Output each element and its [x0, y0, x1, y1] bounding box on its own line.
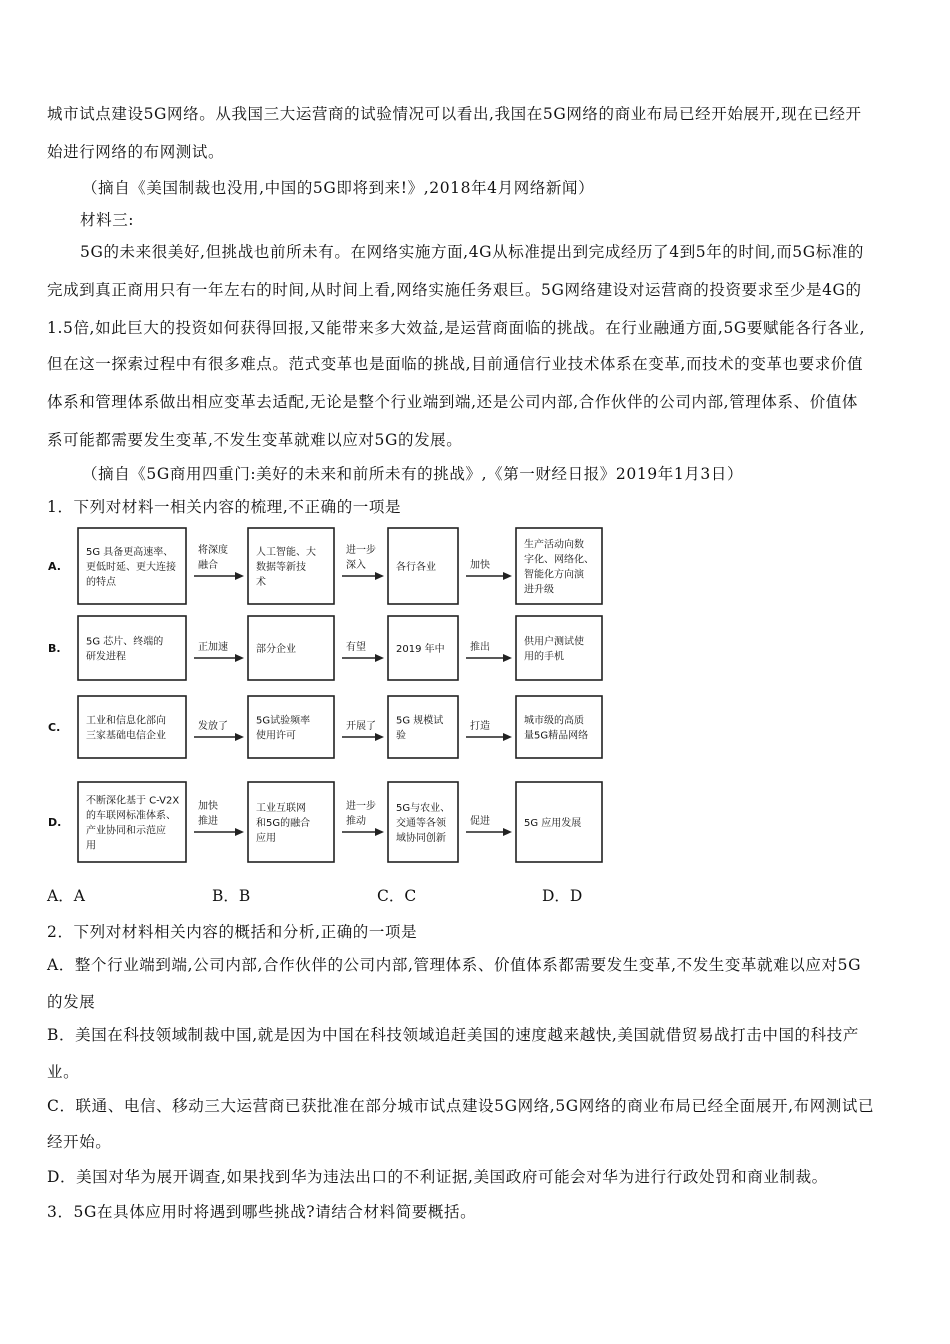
flow-arrow-label: 进一步	[346, 545, 376, 556]
flow-arrow-label: 加快	[198, 801, 218, 812]
flow-box	[78, 616, 186, 680]
material-three-heading: 材料三:	[80, 211, 135, 229]
question-2-option-line: D．美国对华为展开调查,如果找到华为违法出口的不利证据,美国政府可能会对华为进行行政处罚和商业制裁。	[47, 1168, 828, 1186]
flow-diagram	[46, 520, 616, 874]
flow-arrow-head	[235, 733, 244, 741]
flow-box-text: 产业协同和示范应	[86, 825, 166, 837]
question-2-option-line: A．整个行业端到端,公司内部,合作伙伴的公司内部,管理体系、价值体系都需要发生变革,不发生变革就难以应对5G	[47, 956, 862, 974]
flow-box-text: 生产活动向数	[524, 539, 584, 551]
source-citation: （摘自《5G商用四重门:美好的未来和前所未有的挑战》,《第一财经日报》2019年1月3日）	[82, 465, 744, 483]
option-c[interactable]: C．C	[377, 887, 417, 905]
flow-box-text: 用的手机	[524, 651, 564, 663]
flow-arrow-label: 推进	[198, 816, 218, 827]
flow-box-text: 和5G的融合	[256, 818, 311, 829]
flow-box-text: 字化、网络化、	[524, 554, 594, 566]
flow-box	[516, 616, 602, 680]
flow-arrow-label: 进一步	[346, 801, 376, 812]
question-2-option-line: B．美国在科技领域制裁中国,就是因为中国在科技领域追赶美国的速度越来越快,美国就借贸易战打击中国的科技产	[47, 1026, 859, 1044]
flow-arrow-label: 将深度	[198, 545, 228, 556]
flow-arrow-head	[375, 828, 384, 836]
question-2-stem: 2．下列对材料相关内容的概括和分析,正确的一项是	[47, 923, 418, 941]
option-d[interactable]: D．D	[542, 887, 583, 905]
flow-box-text: 5G 应用发展	[524, 818, 582, 829]
flow-box-text: 5G 具备更高速率、	[86, 547, 174, 558]
flow-box-text: 交通等各领	[396, 818, 446, 829]
flow-box-text: 用	[86, 840, 96, 852]
flow-box-text: 5G试验频率	[256, 715, 311, 727]
option-b[interactable]: B．B	[212, 887, 251, 905]
question-2-option-line: 的发展	[47, 993, 96, 1011]
flow-arrow-label: 推出	[470, 642, 490, 653]
flow-box-text: 5G 规模试	[396, 715, 444, 727]
flow-arrow-label: 打造	[470, 721, 490, 732]
option-a[interactable]: A．A	[47, 887, 85, 905]
flow-box-text: 进升级	[524, 584, 554, 596]
flow-arrow-label: 深入	[346, 560, 366, 571]
flow-arrow-head	[503, 572, 512, 580]
flow-arrow-head	[503, 733, 512, 741]
paragraph-line: 城市试点建设5G网络。从我国三大运营商的试验情况可以看出,我国在5G网络的商业布局已经开始展开,现在已经开	[47, 105, 862, 123]
flow-box-text: 量5G精品网络	[524, 730, 589, 742]
flow-box-text: 城市级的高质	[524, 715, 584, 727]
flow-box-text: 的车联网标准体系、	[86, 810, 176, 822]
flow-box-text: 工业和信息化部向	[86, 715, 166, 727]
flow-box-text: 部分企业	[256, 644, 296, 655]
flow-box	[78, 696, 186, 758]
flow-box-text: 供用户测试使	[524, 636, 584, 648]
row-label: D.	[48, 816, 62, 829]
question-2-option-line: 经开始。	[47, 1133, 112, 1151]
flow-arrow-head	[235, 572, 244, 580]
paragraph-line: 始进行网络的布网测试。	[47, 143, 225, 161]
paragraph-line: 完成到真正商用只有一年左右的时间,从时间上看,网络实施任务艰巨。5G网络建设对运营商的投资要求至少是4G的	[47, 281, 862, 299]
paragraph-line: 1.5倍,如此巨大的投资如何获得回报,又能带来多大效益,是运营商面临的挑战。在行业融通方面,5G要赋能各行各业,	[47, 319, 866, 337]
flow-box-text: 人工智能、大	[256, 547, 316, 558]
flow-box-text: 各行各业	[396, 562, 436, 573]
flow-box-text: 验	[396, 730, 406, 742]
row-label: B.	[48, 642, 61, 655]
flow-box-text: 5G 芯片、终端的	[86, 636, 164, 648]
flow-box-text: 使用许可	[256, 730, 296, 742]
flow-box-text: 应用	[256, 833, 276, 844]
question-2-option-line: C．联通、电信、移动三大运营商已获批准在部分城市试点建设5G网络,5G网络的商业布局已经全面展开,布网测试已	[47, 1097, 875, 1115]
flow-arrow-label: 开展了	[346, 721, 376, 732]
flow-box-text: 5G与农业、	[396, 803, 451, 814]
paragraph-line: 体系和管理体系做出相应变革去适配,无论是整个行业端到端,还是公司内部,合作伙伴的公司内部,管理体系、价值体	[47, 393, 859, 411]
flow-box-text: 2019 年中	[396, 644, 445, 655]
flow-box-text: 数据等新技	[256, 562, 306, 573]
flow-box	[388, 696, 458, 758]
flow-arrow-label: 加快	[470, 560, 490, 571]
flow-arrow-head	[375, 572, 384, 580]
flow-box-text: 研发进程	[86, 651, 126, 663]
flow-arrow-label: 正加速	[198, 642, 228, 653]
flow-arrow-head	[375, 654, 384, 662]
flow-box-text: 工业互联网	[256, 803, 306, 814]
flow-arrow-label: 促进	[470, 816, 490, 827]
source-citation: （摘自《美国制裁也没用,中国的5G即将到来!》,2018年4月网络新闻）	[82, 179, 595, 197]
flow-box	[516, 696, 602, 758]
paragraph-line: 5G的未来很美好,但挑战也前所未有。在网络实施方面,4G从标准提出到完成经历了4到5年的时间,而5G标准的	[80, 243, 865, 261]
question-3-stem: 3．5G在具体应用时将遇到哪些挑战?请结合材料简要概括。	[47, 1203, 477, 1221]
flow-arrow-label: 有望	[346, 642, 366, 653]
flow-arrow-head	[235, 828, 244, 836]
paragraph-line: 但在这一探索过程中有很多难点。范式变革也是面临的挑战,目前通信行业技术体系在变革,而技术的变革也要求价值	[47, 355, 864, 373]
question-2-option-line: 业。	[47, 1063, 80, 1081]
flow-arrow-head	[375, 733, 384, 741]
flow-diagram-svg	[46, 520, 616, 870]
flow-box-text: 更低时延、更大连接	[86, 562, 176, 573]
flow-box-text: 三家基础电信企业	[86, 730, 166, 742]
flow-box-text: 域协同创新	[396, 833, 446, 844]
flow-box-text: 不断深化基于 C-V2X	[86, 795, 180, 807]
flow-box-text: 术	[256, 577, 266, 588]
row-label: C.	[48, 721, 61, 734]
flow-arrow-label: 融合	[198, 560, 218, 571]
flow-arrow-label: 推动	[346, 816, 366, 827]
flow-arrow-label: 发放了	[198, 721, 228, 732]
question-1-stem: 1．下列对材料一相关内容的梳理,不正确的一项是	[47, 498, 402, 516]
flow-box	[248, 696, 334, 758]
paragraph-line: 系可能都需要发生变革,不发生变革就难以应对5G的发展。	[47, 431, 463, 449]
flow-arrow-head	[503, 654, 512, 662]
flow-arrow-head	[503, 828, 512, 836]
row-label: A.	[48, 560, 61, 573]
flow-arrow-head	[235, 654, 244, 662]
flow-box-text: 智能化方向演	[524, 569, 584, 581]
flow-box-text: 的特点	[86, 577, 116, 588]
